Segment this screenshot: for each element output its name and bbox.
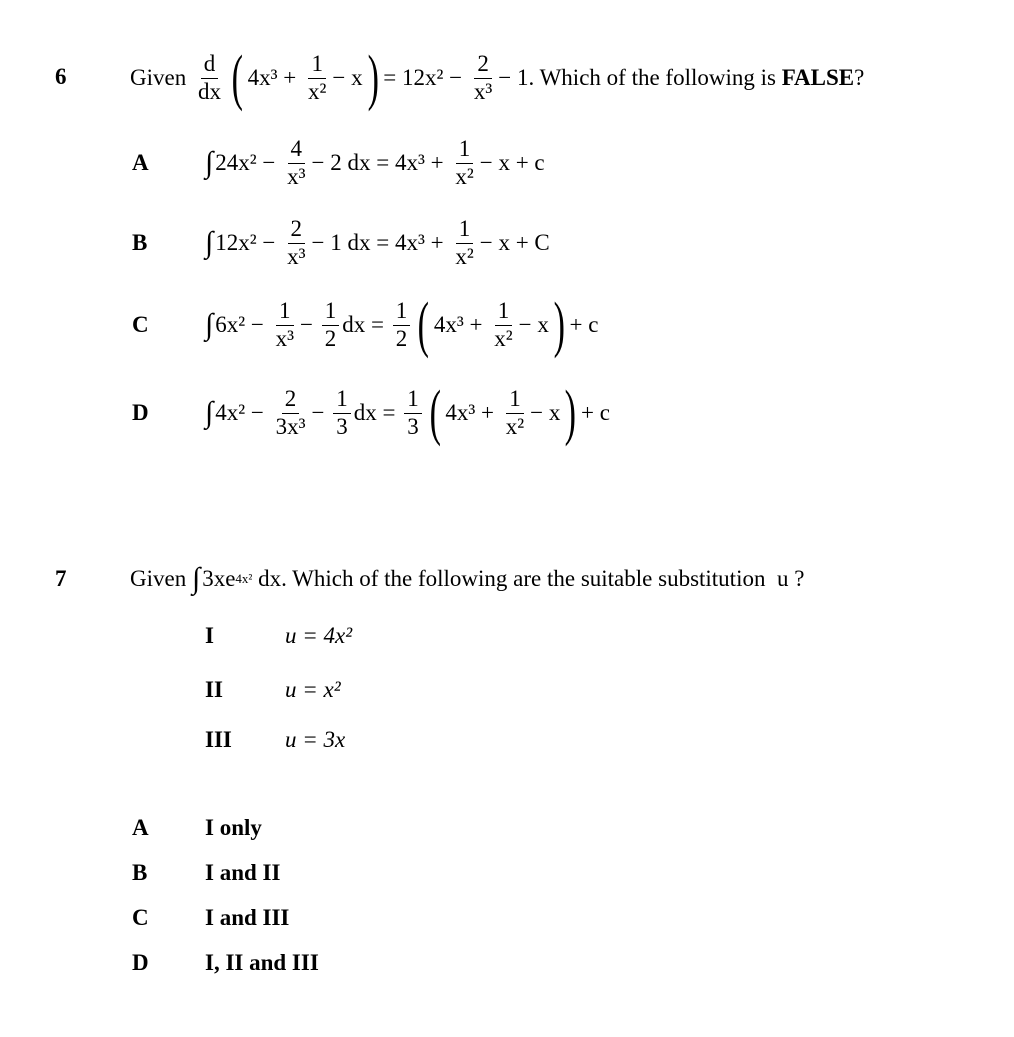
statement-i-label: I (205, 623, 214, 648)
numerator: 1 (506, 386, 524, 413)
big-parenthesis: ( (417, 291, 430, 359)
denominator: x² (308, 78, 327, 104)
q6-option-d (205, 375, 610, 451)
fraction (503, 386, 527, 440)
q7-option-b: I and II (205, 860, 281, 885)
big-parenthesis: ( (231, 44, 243, 112)
statement-iii-label: III (205, 727, 232, 752)
q6-option-b (205, 205, 550, 281)
numerator: 1 (393, 298, 411, 325)
big-parenthesis: ) (553, 291, 565, 359)
integral-sign: ∫ (205, 308, 214, 341)
exponent: 4x² (235, 571, 253, 586)
math-text: 3xe (202, 566, 236, 591)
math-text: dx. Which of the following are the suitable substitution u ? (252, 566, 805, 591)
big-parenthesis: ( (429, 379, 441, 447)
question-6-stem (130, 40, 864, 116)
fraction (195, 51, 224, 105)
math-text: − (311, 400, 331, 425)
integral-sign: ∫ (205, 146, 214, 179)
denominator: x³ (287, 243, 306, 269)
numerator: 2 (474, 51, 492, 78)
q6-option-a (205, 125, 545, 201)
statement-ii: u = x² (285, 677, 341, 702)
numerator: 2 (282, 386, 300, 413)
fraction (305, 51, 329, 105)
statement-i: u = 4x² (285, 623, 353, 648)
numerator: 1 (322, 298, 340, 325)
q7-option-a: I only (205, 815, 262, 840)
math-text: − x + C (479, 230, 550, 255)
math-text: Given (130, 566, 192, 591)
q6-option-c (205, 287, 598, 363)
fraction (333, 386, 351, 440)
math-text: − 1 dx = 4x³ + (311, 230, 450, 255)
numerator: 1 (333, 386, 351, 413)
denominator: x² (505, 413, 525, 439)
denominator: x³ (473, 78, 493, 104)
numerator: d (201, 51, 219, 78)
integral-sign: ∫ (191, 562, 201, 595)
math-text: − 2 dx = 4x³ + (311, 150, 450, 175)
math-text: Given (130, 65, 192, 90)
statement-iii: u = 3x (285, 727, 346, 752)
numerator: 1 (456, 216, 474, 243)
math-text: + c (569, 312, 599, 337)
fraction (273, 298, 297, 352)
bold-text: FALSE (781, 65, 855, 90)
denominator: 3 (407, 413, 419, 439)
math-text: − x (518, 312, 549, 337)
math-text: − x + c (479, 150, 545, 175)
math-text: 6x² − (215, 312, 270, 337)
denominator: x² (494, 325, 513, 351)
fraction (322, 298, 340, 352)
q6-option-a-letter: A (132, 150, 149, 175)
q7-option-d: I, II and III (205, 950, 319, 975)
denominator: 3x³ (275, 413, 306, 439)
fraction (393, 298, 411, 352)
math-text: = 12x² − (383, 65, 468, 90)
statement-ii-label: II (205, 677, 223, 702)
question-7-stem (130, 558, 804, 600)
big-parenthesis: ) (565, 379, 577, 447)
question-6-number: 6 (55, 64, 67, 89)
denominator: 2 (395, 325, 408, 351)
denominator: x³ (287, 163, 306, 189)
denominator: dx (197, 78, 221, 104)
math-text: dx = (353, 400, 402, 425)
q7-option-a-letter: A (132, 815, 149, 840)
math-text: − x (530, 400, 561, 425)
q6-option-b-letter: B (132, 230, 148, 255)
numerator: 1 (495, 298, 513, 325)
q7-option-c: I and III (205, 905, 290, 930)
fraction (491, 298, 515, 352)
math-text: ? (854, 65, 865, 90)
denominator: x² (455, 163, 474, 189)
denominator: x² (455, 243, 474, 269)
fraction (284, 136, 308, 190)
q6-option-c-letter: C (132, 312, 149, 337)
math-text: 24x² − (215, 150, 282, 175)
q7-option-c-letter: C (132, 905, 149, 930)
integral-sign: ∫ (205, 396, 214, 429)
q7-option-d-letter: D (132, 950, 149, 975)
math-text: dx = (342, 312, 390, 337)
fraction (404, 386, 422, 440)
fraction (452, 136, 476, 190)
fraction (452, 216, 476, 270)
math-text: 4x³ + (445, 400, 500, 425)
q6-option-d-letter: D (132, 400, 149, 425)
math-text: − (300, 312, 319, 337)
math-text: 4x³ + (247, 65, 302, 90)
fraction (284, 216, 308, 270)
big-parenthesis: ) (367, 44, 379, 112)
numerator: 2 (288, 216, 306, 243)
math-text: + c (581, 400, 610, 425)
numerator: 1 (308, 51, 326, 78)
q7-option-b-letter: B (132, 860, 148, 885)
math-text: − x (332, 65, 363, 90)
fraction (273, 386, 309, 440)
math-text: 4x³ + (433, 312, 489, 337)
fraction (471, 51, 495, 105)
math-text: − 1. Which of the following is (498, 65, 782, 90)
question-7-number: 7 (55, 566, 67, 591)
numerator: 4 (288, 136, 306, 163)
numerator: 1 (404, 386, 422, 413)
denominator: 2 (324, 325, 337, 351)
denominator: 3 (336, 413, 348, 439)
numerator: 1 (276, 298, 294, 325)
math-text: 12x² − (215, 230, 282, 255)
denominator: x³ (275, 325, 294, 351)
integral-sign: ∫ (205, 226, 214, 259)
numerator: 1 (456, 136, 474, 163)
math-text: 4x² − (215, 400, 270, 425)
